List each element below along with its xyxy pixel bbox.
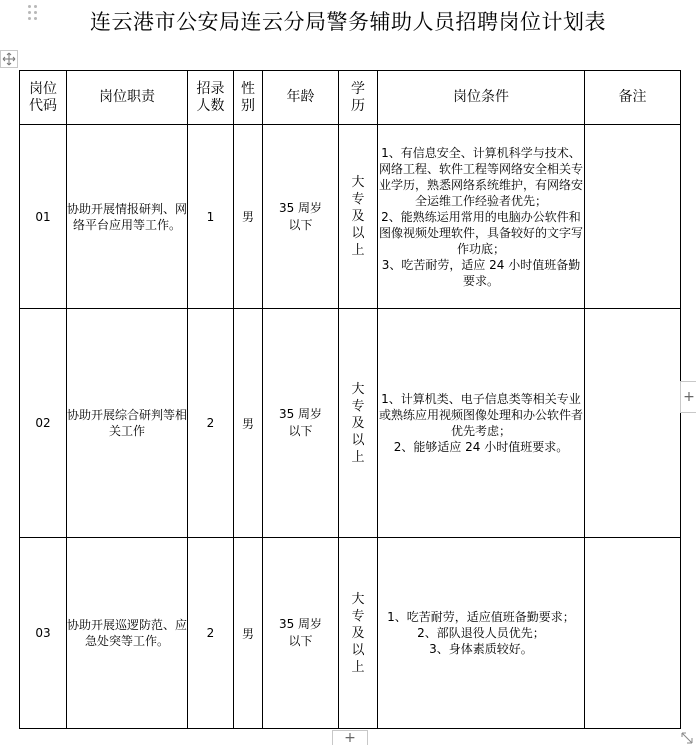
recruitment-plan-table — [19, 70, 681, 729]
cell-count: 2 — [188, 538, 234, 729]
cell-conditions: 1、计算机类、电子信息类等相关专业或熟练应用视频图像处理和办公软件者优先考虑； 2、能够适应 24 小时值班要求。 — [378, 309, 585, 538]
move-arrows-glyph — [2, 52, 16, 66]
cell-conditions: 1、有信息安全、计算机科学与技术、网络工程、软件工程等网络安全相关专业学历，熟悉网络系统维护，有网络安全运维工作经验者优先； 2、能熟练运用常用的电脑办公软件和图像视频处理软件，具备较好的文字写作功底； 3、吃苦耐劳，适应 24 小时值班备勤要求。 — [378, 125, 585, 309]
cell-count: 2 — [188, 309, 234, 538]
cell-code: 03 — [20, 538, 67, 729]
cell-count: 1 — [188, 125, 234, 309]
header-cell-duty: 岗位职责 — [67, 71, 188, 125]
education-text: 大专及以上 — [351, 591, 365, 675]
resize-corner-glyph — [680, 731, 694, 745]
resize-corner-icon[interactable] — [680, 730, 694, 744]
table-row — [20, 538, 681, 729]
cell-note — [585, 125, 681, 309]
cell-education — [339, 538, 378, 729]
education-text: 大专及以上 — [351, 381, 365, 465]
cell-education — [339, 309, 378, 538]
header-cell-conditions: 岗位条件 — [378, 71, 585, 125]
cell-age: 35 周岁 以下 — [263, 125, 339, 309]
table-row — [20, 309, 681, 538]
plus-icon: + — [344, 730, 356, 746]
header-cell-age: 年龄 — [263, 71, 339, 125]
table-row — [20, 125, 681, 309]
header-cell-note: 备注 — [585, 71, 681, 125]
cell-gender: 男 — [234, 309, 263, 538]
header-cell-gender: 性 别 — [234, 71, 263, 125]
cell-code: 01 — [20, 125, 67, 309]
cell-education — [339, 125, 378, 309]
add-row-button[interactable] — [332, 730, 368, 745]
header-cell-count: 招录 人数 — [188, 71, 234, 125]
plus-icon: + — [683, 389, 695, 405]
move-arrows-icon[interactable] — [0, 50, 18, 68]
cell-duty: 协助开展情报研判、网络平台应用等工作。 — [67, 125, 188, 309]
header-cell-education: 学 历 — [339, 71, 378, 125]
cell-age: 35 周岁 以下 — [263, 538, 339, 729]
cell-duty: 协助开展巡逻防范、应急处突等工作。 — [67, 538, 188, 729]
header-cell-code: 岗位 代码 — [20, 71, 67, 125]
cell-conditions: 1、吃苦耐劳，适应值班备勤要求； 2、部队退役人员优先； 3、身体素质较好。 — [378, 538, 585, 729]
cell-duty: 协助开展综合研判等相关工作 — [67, 309, 188, 538]
cell-gender: 男 — [234, 125, 263, 309]
education-text: 大专及以上 — [351, 175, 365, 258]
table-header-row — [20, 71, 681, 125]
add-column-button[interactable] — [680, 381, 696, 413]
cell-age: 35 周岁 以下 — [263, 309, 339, 538]
cell-gender: 男 — [234, 538, 263, 729]
cell-note — [585, 309, 681, 538]
page-title: 连云港市公安局连云分局警务辅助人员招聘岗位计划表 — [90, 10, 606, 34]
cell-code: 02 — [20, 309, 67, 538]
cell-note — [585, 538, 681, 729]
